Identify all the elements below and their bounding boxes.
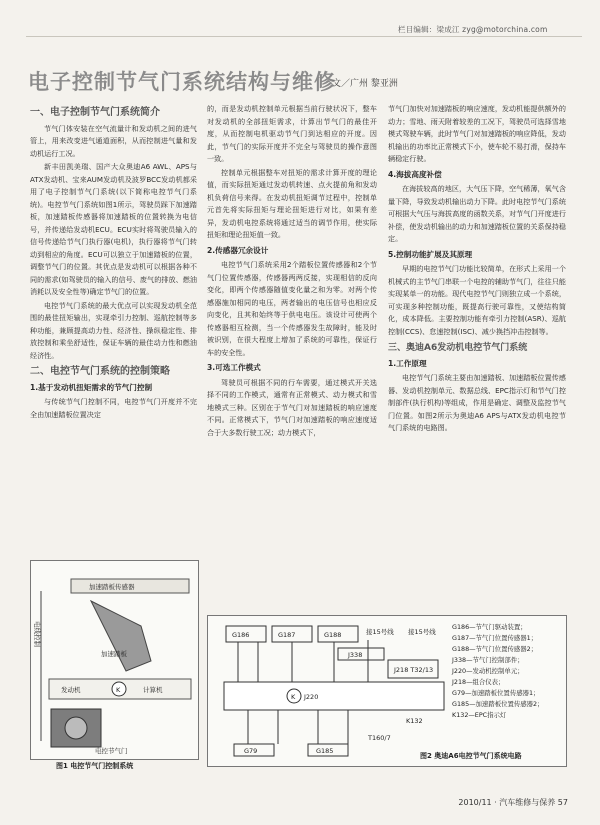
label-15a: 接15号线 <box>366 628 394 636</box>
subheading: 3.可选工作模式 <box>207 363 261 372</box>
paragraph: 新丰田凯美瑞、国产大众奥迪A6 AWL、APS与ATX发动机、宝来AUM发动机及波罗BCC发动机都采用了电子控制节气门系统(以下简称电控节气门系统)。电控节气门系统如图1所示，驾驶员踩下加速踏板，加速踏板传感器将加速踏板的位置转换为电信号，并传递给发动机ECU。ECU实时将驾驶员输入的信号传递给节气门执行器(电机)，执行器将节气门转动到相应的角度。ECU可以独立于加速踏板的位置，调整节气门的位置。其优点是发动机可以根据各种不同的需求(如驾驶员的输入的信号、废气的排放、燃油消耗以及安全性等)确定节气门的位置。 <box>30 162 197 296</box>
label-15b: 接15号线 <box>408 628 436 636</box>
figure-2-legend <box>452 622 564 721</box>
k-symbol: K <box>116 686 121 694</box>
figure-1-diagram <box>31 561 198 759</box>
label-k: K <box>291 693 296 701</box>
paragraph: 节气门加快对加速踏板的响应速度，发动机能提供额外的动力；雪地、雨天附着较差的工况下，驾驶员可选择雪地模式驾驶车辆，此时节气门对加速踏板的响应降低，发动机输出的功率比正常模式下小，使车轮不易打滑，保持车辆稳定行驶。 <box>388 104 566 163</box>
j220-box <box>224 682 444 710</box>
label-j220: J220 <box>304 693 319 701</box>
paragraph: 电控节气门系统采用2个踏板位置传感器和2个节气门位置传感器，传感器两两反接，实现相信的反向变化，即两个传感器随值变化量之和为零。对两个传感器施加相同的电压，两者输出的电压信号也相应反向变化，且其和始终等于供电电压。该设计可使两个传感器相互检测，当一个传感器发生故障时，能及时被识别，在很大程度上增加了系统的可靠性，保证行车的安全性。 <box>207 260 377 357</box>
label-t160: T160/7 <box>368 734 391 742</box>
figure-1-caption: 图1 电控节气门控制系统 <box>56 762 134 770</box>
page-footer: 2010/11 · 汽车维修与保养 57 <box>458 798 568 807</box>
legend-item: J220—发动机控制单元； <box>452 667 524 675</box>
author-byline: 文／广州 黎亚洲 <box>332 79 398 89</box>
label-j338: J338 <box>348 651 363 659</box>
subheading: 5.控制功能扩展及其原理 <box>388 249 473 259</box>
paragraph: 节气门体安装在空气流量计和发动机之间的进气管上，用来改变进气通道面积，从而控制进气量和发动机运行工况。 <box>30 123 197 158</box>
section-1-title: 一、电子控制节气门系统简介 <box>30 107 160 118</box>
paragraph: 驾驶员可根据不同的行车需要，通过模式开关选择不同的工作模式，通常有正常模式、动力模式和雪地模式三种。区别在于节气门对加速踏板的响应速度不同。正常模式下，节气门对加速踏板的响应速度适合于大多数行驶工况；动力模式下， <box>207 377 377 437</box>
column-2 <box>207 103 377 440</box>
legend-item: J218—组合仪表； <box>452 678 505 686</box>
engine-label: 发动机 <box>61 686 81 694</box>
legend-item: G186—节气门驱动装置； <box>452 623 527 631</box>
legend-item: G188—节气门位置传感器2； <box>452 645 538 653</box>
subheading: 2.传感器冗余设计 <box>207 245 269 255</box>
column-3 <box>388 103 566 436</box>
label-g79: G79 <box>244 747 258 755</box>
column-1 <box>30 103 197 422</box>
paragraph: 电控节气门系统主要由加速踏板、加速踏板位置传感器、发动机控制单元、数据总线、EPC指示灯和节气门控制部件(执行机构)等组成，作用是确定、调整及监控节气门位置。如图2所示为奥迪A6 APS与ATX发动机电控节气门系统的电路图。 <box>388 373 566 432</box>
label-g186: G186 <box>232 631 250 639</box>
label-g188: G188 <box>324 631 342 639</box>
label-g185: G185 <box>316 747 334 755</box>
article-title: 电子控制节气门系统结构与维修 <box>28 70 336 94</box>
legend-item: G79—加速踏板位置传感器1； <box>452 689 540 697</box>
legend-item: J338—节气门控制部件； <box>452 656 524 664</box>
paragraph: 的，而是发动机控制单元根据当前行驶状况下，整车对发动机的全部扭矩需求，计算出节气门的最佳开度，从而控制电机驱动节气门到达相应的开度。因此，节气门的实际开度并不完全与驾驶员的操作意图一致。 <box>207 104 377 163</box>
paragraph: 与传统节气门控制不同，电控节气门开度并不完全由加速踏板位置决定 <box>30 397 197 419</box>
legend-item: G187—节气门位置传感器1； <box>452 634 538 642</box>
section-3-title: 三、奥迪A6发动机电控节气门系统 <box>388 343 528 353</box>
sensor-label: 加速踏板传感器 <box>89 583 135 591</box>
throttle-valve <box>65 717 87 739</box>
figure-2-caption: 图2 奥迪A6电控节气门系统电路 <box>420 752 522 760</box>
paragraph: 控制单元根据整车对扭矩的需求计算开度的理论值，而实际扭矩通过发动机转速、点火提前角和发动机负荷信号来得。在发动机扭矩调节过程中，控制单元首先将实际扭矩与理论扭矩进行对比，如果有差异，发动机电控系统将通过适当的调节作用，使实际扭矩和理论扭矩值一致。 <box>207 167 377 239</box>
top-divider <box>26 36 582 37</box>
figure-2 <box>207 615 567 767</box>
subheading: 1.工作原理 <box>388 358 427 368</box>
legend-item: G185—加速踏板位置传感器2； <box>452 700 544 708</box>
legend-item: K132—EPC指示灯 <box>452 711 507 719</box>
column-editor: 栏目编辑：梁成江 zyg@motorchina.com <box>398 25 548 34</box>
subheading: 4.海拔高度补偿 <box>388 169 442 179</box>
paragraph: 电控节气门系统的最大优点可以实现发动机全范围的最佳扭矩输出，实现牵引力控制、巡航控制等多种功能，兼顾提高动力性、经济性、操纵稳定性、排放控制和乘坐舒适性，保证车辆的最佳动力性和燃油经济性。 <box>30 300 197 360</box>
label-k132: K132 <box>406 717 423 725</box>
pedal-shape <box>91 601 151 671</box>
label-g187: G187 <box>278 631 296 639</box>
paragraph: 早期的电控节气门功能比较简单，在形式上采用一个机械式的主节气门串联一个电控的辅助节气门，往往只能实现某单一的功能。现代电控节气门则独立成一个系统，可实现多种控制功能，既提高行驶可靠性，又使结构简化，成本降低。主要控制功能有牵引力控制(ASR)、巡航控制(CCS)、怠速控制(ISC)、减少换挡冲击控制等。 <box>388 264 566 336</box>
section-2-title: 二、电控节气门系统的控制策略 <box>30 366 170 377</box>
computer-label: 计算机 <box>143 686 163 694</box>
figure-1 <box>30 560 199 760</box>
wire-label: 电线控制 <box>33 621 41 647</box>
throttle-label: 电控节气门 <box>95 747 128 755</box>
label-j218: J218 T32/13 <box>394 666 434 674</box>
paragraph: 在海拔较高的地区，大气压下降，空气稀薄，氧气含量下降，导致发动机输出动力下降。此时电控节气门系统可根据大气压与海拔高度的函数关系，对节气门开度进行补偿，使发动机输出的动力和加速踏板位置的关系保持稳定。 <box>388 184 566 243</box>
pedal-label: 加速踏板 <box>101 650 127 658</box>
subheading: 1.基于发动机扭矩需求的节气门控制 <box>30 382 153 392</box>
